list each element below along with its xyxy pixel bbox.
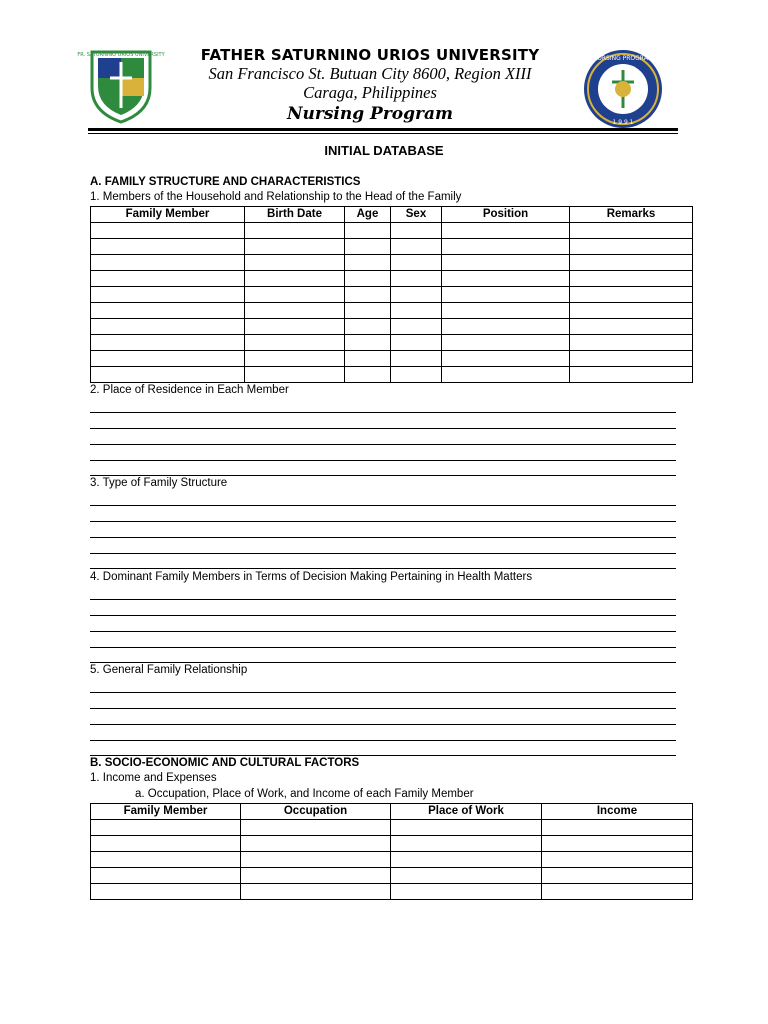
address-line-2: Caraga, Philippines — [303, 83, 437, 102]
table-cell[interactable] — [570, 239, 693, 255]
table-cell[interactable] — [442, 319, 570, 335]
table-row — [91, 852, 693, 868]
answer-line[interactable] — [90, 537, 676, 538]
university-seal-logo — [77, 48, 165, 124]
table-cell[interactable] — [345, 287, 391, 303]
column-header: Remarks — [570, 207, 693, 223]
table-cell[interactable] — [542, 868, 693, 884]
left-logo-text: FR. SATURNINO URIOS UNIVERSITY — [77, 52, 165, 58]
table-row — [91, 868, 693, 884]
table-cell[interactable] — [345, 255, 391, 271]
table-row — [91, 255, 693, 271]
table-cell[interactable] — [245, 271, 345, 287]
question-a4: 4. Dominant Family Members in Terms of Decision Making Pertaining in Health Matters — [90, 571, 533, 583]
column-header: Family Member — [91, 804, 241, 820]
table-cell[interactable] — [241, 836, 391, 852]
table-cell[interactable] — [391, 884, 542, 900]
table-cell[interactable] — [391, 287, 442, 303]
table-cell[interactable] — [391, 868, 542, 884]
column-header: Birth Date — [245, 207, 345, 223]
answer-line[interactable] — [90, 708, 676, 709]
title-block — [180, 46, 560, 124]
header-divider-thick — [88, 128, 678, 131]
program-name: Nursing Program — [287, 104, 453, 124]
table-cell[interactable] — [391, 223, 442, 239]
question-a3: 3. Type of Family Structure — [90, 477, 228, 489]
section-b-heading: B. SOCIO-ECONOMIC AND CULTURAL FACTORS — [90, 757, 360, 769]
table-cell[interactable] — [391, 820, 542, 836]
table-cell[interactable] — [542, 852, 693, 868]
answer-line[interactable] — [90, 521, 676, 522]
column-header: Sex — [391, 207, 442, 223]
column-header: Income — [542, 804, 693, 820]
table-cell[interactable] — [442, 303, 570, 319]
column-header: Place of Work — [391, 804, 542, 820]
table-cell[interactable] — [91, 820, 241, 836]
table-cell[interactable] — [442, 255, 570, 271]
table-cell[interactable] — [345, 303, 391, 319]
table-cell[interactable] — [245, 367, 345, 383]
column-header: Family Member — [91, 207, 245, 223]
answer-line[interactable] — [90, 505, 676, 506]
table-cell[interactable] — [442, 351, 570, 367]
table-row — [91, 884, 693, 900]
right-logo-text: NURSING PROGRAM — [592, 55, 654, 62]
university-name: FATHER SATURNINO URIOS UNIVERSITY — [200, 46, 540, 64]
table-cell[interactable] — [570, 367, 693, 383]
table-row — [91, 319, 693, 335]
table-cell[interactable] — [245, 319, 345, 335]
answer-line[interactable] — [90, 475, 676, 476]
table-cell[interactable] — [570, 271, 693, 287]
table-header-row — [91, 207, 693, 223]
column-header: Occupation — [241, 804, 391, 820]
table-row — [91, 836, 693, 852]
table-cell[interactable] — [245, 239, 345, 255]
table-row — [91, 367, 693, 383]
answer-line[interactable] — [90, 662, 676, 663]
table-cell[interactable] — [391, 271, 442, 287]
table-row — [91, 239, 693, 255]
table-cell[interactable] — [345, 367, 391, 383]
table-row — [91, 820, 693, 836]
table-cell[interactable] — [391, 319, 442, 335]
table-cell[interactable] — [542, 836, 693, 852]
table-cell[interactable] — [91, 852, 241, 868]
table-row — [91, 223, 693, 239]
table-cell[interactable] — [570, 303, 693, 319]
table-row — [91, 351, 693, 367]
household-members-table — [90, 206, 693, 383]
question-a5: 5. General Family Relationship — [90, 664, 248, 676]
table-cell[interactable] — [245, 303, 345, 319]
table-cell[interactable] — [245, 351, 345, 367]
table-cell[interactable] — [91, 223, 245, 239]
question-a2: 2. Place of Residence in Each Member — [90, 384, 289, 396]
table-cell[interactable] — [91, 287, 245, 303]
table-cell[interactable] — [542, 884, 693, 900]
answer-line[interactable] — [90, 631, 676, 632]
document-title: INITIAL DATABASE — [324, 143, 444, 158]
table-cell[interactable] — [570, 255, 693, 271]
table-cell[interactable] — [91, 351, 245, 367]
table-cell[interactable] — [91, 255, 245, 271]
table-cell[interactable] — [345, 351, 391, 367]
table-row — [91, 303, 693, 319]
table-cell[interactable] — [245, 335, 345, 351]
table-cell[interactable] — [442, 335, 570, 351]
column-header: Position — [442, 207, 570, 223]
right-logo-year: 1 9 9 1 — [612, 119, 634, 126]
table-row — [91, 271, 693, 287]
table-cell[interactable] — [91, 303, 245, 319]
table-cell[interactable] — [391, 303, 442, 319]
answer-line[interactable] — [90, 599, 676, 600]
table-cell[interactable] — [391, 367, 442, 383]
table-cell[interactable] — [241, 884, 391, 900]
table-cell[interactable] — [570, 335, 693, 351]
table-header-row — [91, 804, 693, 820]
table-cell[interactable] — [442, 367, 570, 383]
table-cell[interactable] — [442, 287, 570, 303]
answer-line[interactable] — [90, 460, 676, 461]
table-cell[interactable] — [570, 223, 693, 239]
header-divider-thin — [88, 133, 678, 134]
table-cell[interactable] — [345, 335, 391, 351]
answer-line[interactable] — [90, 692, 676, 693]
table-cell[interactable] — [241, 852, 391, 868]
table-cell[interactable] — [391, 351, 442, 367]
answer-line[interactable] — [90, 740, 676, 741]
table-cell[interactable] — [245, 223, 345, 239]
answer-line[interactable] — [90, 647, 676, 648]
answer-line[interactable] — [90, 428, 676, 429]
table-cell[interactable] — [241, 820, 391, 836]
table-cell[interactable] — [91, 271, 245, 287]
table-cell[interactable] — [570, 319, 693, 335]
question-b1a: a. Occupation, Place of Work, and Income of each Family Member — [135, 788, 474, 800]
table-row — [91, 335, 693, 351]
answer-line[interactable] — [90, 444, 676, 445]
question-b1: 1. Income and Expenses — [90, 772, 217, 784]
answer-line[interactable] — [90, 755, 676, 756]
answer-line[interactable] — [90, 724, 676, 725]
table-cell[interactable] — [91, 884, 241, 900]
address-line-1: San Francisco St. Butuan City 8600, Region XIII — [208, 64, 532, 83]
answer-line[interactable] — [90, 412, 676, 413]
answer-line[interactable] — [90, 553, 676, 554]
section-a-heading: A. FAMILY STRUCTURE AND CHARACTERISTICS — [90, 176, 361, 188]
table-cell[interactable] — [570, 287, 693, 303]
table-cell[interactable] — [91, 335, 245, 351]
table-cell[interactable] — [241, 868, 391, 884]
income-table — [90, 803, 693, 900]
table-cell[interactable] — [91, 836, 241, 852]
table-cell[interactable] — [391, 852, 542, 868]
table-cell[interactable] — [391, 836, 542, 852]
answer-line[interactable] — [90, 568, 676, 569]
table-cell[interactable] — [391, 255, 442, 271]
document-header — [0, 40, 768, 124]
table-cell[interactable] — [345, 223, 391, 239]
table-cell[interactable] — [345, 319, 391, 335]
table-cell[interactable] — [91, 239, 245, 255]
column-header: Age — [345, 207, 391, 223]
table-cell[interactable] — [391, 239, 442, 255]
table-cell[interactable] — [391, 335, 442, 351]
table-cell[interactable] — [245, 287, 345, 303]
table-cell[interactable] — [91, 367, 245, 383]
table-cell[interactable] — [442, 239, 570, 255]
table-row — [91, 287, 693, 303]
table-cell[interactable] — [570, 351, 693, 367]
table-cell[interactable] — [345, 271, 391, 287]
table-cell[interactable] — [345, 239, 391, 255]
table-cell[interactable] — [91, 319, 245, 335]
table-cell[interactable] — [442, 223, 570, 239]
table-cell[interactable] — [442, 271, 570, 287]
table-cell[interactable] — [91, 868, 241, 884]
answer-line[interactable] — [90, 615, 676, 616]
table-cell[interactable] — [542, 820, 693, 836]
question-a1: 1. Members of the Household and Relationship to the Head of the Family — [90, 191, 462, 203]
nursing-program-seal-logo — [582, 48, 664, 130]
table-cell[interactable] — [245, 255, 345, 271]
